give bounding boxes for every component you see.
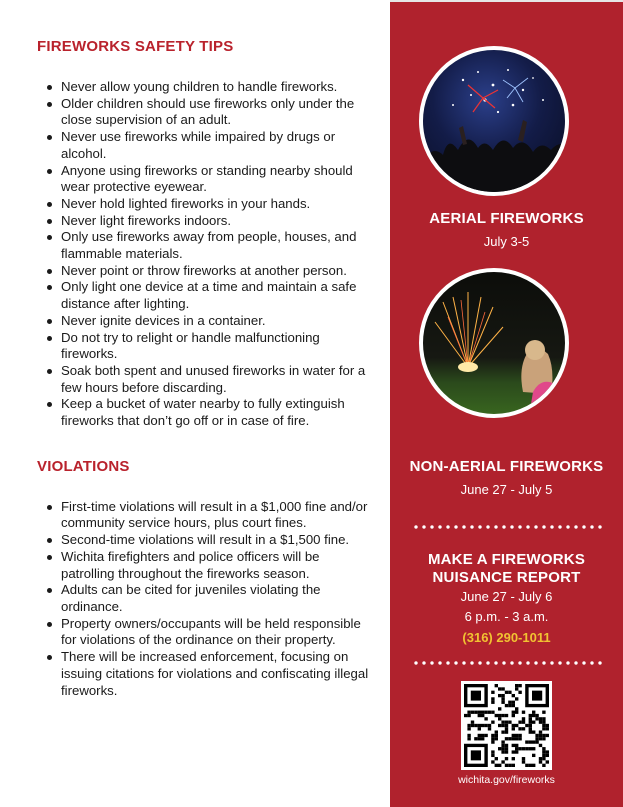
tip-item: Only use fireworks away from people, houses, and flammable materials.	[61, 229, 372, 262]
dotted-divider	[412, 525, 604, 529]
dotted-divider	[412, 661, 604, 665]
nuisance-report-dates: June 27 - July 6	[460, 589, 553, 604]
nuisance-report-heading-line2: NUISANCE REPORT	[432, 569, 581, 586]
tip-item: Never point or throw fireworks at another person.	[61, 263, 372, 280]
tip-item: Older children should use fireworks only under the close supervision of an adult.	[61, 96, 372, 129]
sidebar-panel	[390, 0, 623, 807]
tip-item: Never allow young children to handle fireworks.	[61, 79, 372, 96]
tip-item: Anyone using fireworks or standing nearby should wear protective eyewear.	[61, 163, 372, 196]
tip-item: Only light one device at a time and maintain a safe distance after lighting.	[61, 279, 372, 312]
nuisance-report-phone[interactable]: (316) 290-1011	[462, 630, 551, 645]
qr-code	[461, 681, 552, 770]
aerial-fireworks-photo	[419, 46, 569, 196]
tip-item: Do not try to relight or handle malfunctioning fireworks.	[61, 330, 372, 363]
tip-item: Keep a bucket of water nearby to fully extinguish fireworks that don’t go off or in case of fire.	[61, 396, 372, 429]
tip-item: Never ignite devices in a container.	[61, 313, 372, 330]
violation-item: First-time violations will result in a $1,000 fine and/or community service hours, plus court fines.	[61, 499, 372, 532]
violation-item: Property owners/occupants will be held responsible for violations of the ordinance on their property.	[61, 616, 372, 649]
violation-item: Wichita firefighters and police officers will be patrolling throughout the fireworks season.	[61, 549, 372, 582]
aerial-fireworks-heading: AERIAL FIREWORKS	[429, 210, 584, 227]
ground-fireworks-photo	[419, 268, 569, 418]
safety-tips-list	[37, 79, 372, 430]
non-aerial-fireworks-heading: NON-AERIAL FIREWORKS	[409, 458, 604, 475]
tip-item: Never hold lighted fireworks in your hands.	[61, 196, 372, 213]
violations-list	[37, 499, 372, 699]
violation-item: Adults can be cited for juveniles violating the ordinance.	[61, 582, 372, 615]
website-url[interactable]: wichita.gov/fireworks	[458, 774, 555, 786]
non-aerial-fireworks-dates: June 27 - July 5	[460, 482, 553, 497]
nuisance-report-heading	[390, 551, 623, 587]
violation-item: Second-time violations will result in a $1,500 fine.	[61, 532, 372, 549]
aerial-fireworks-dates: July 3-5	[483, 234, 530, 249]
nuisance-report-heading-line1: MAKE A FIREWORKS	[427, 551, 586, 568]
tip-item: Soak both spent and unused fireworks in water for a few hours before discarding.	[61, 363, 372, 396]
tip-item: Never use fireworks while impaired by drugs or alcohol.	[61, 129, 372, 162]
violations-heading: VIOLATIONS	[37, 457, 130, 475]
safety-tips-heading: FIREWORKS SAFETY TIPS	[37, 38, 234, 55]
violation-item: There will be increased enforcement, focusing on issuing citations for violations and confiscating illegal fireworks.	[61, 649, 372, 699]
tip-item: Never light fireworks indoors.	[61, 213, 372, 230]
nuisance-report-hours: 6 p.m. - 3 a.m.	[464, 609, 549, 624]
